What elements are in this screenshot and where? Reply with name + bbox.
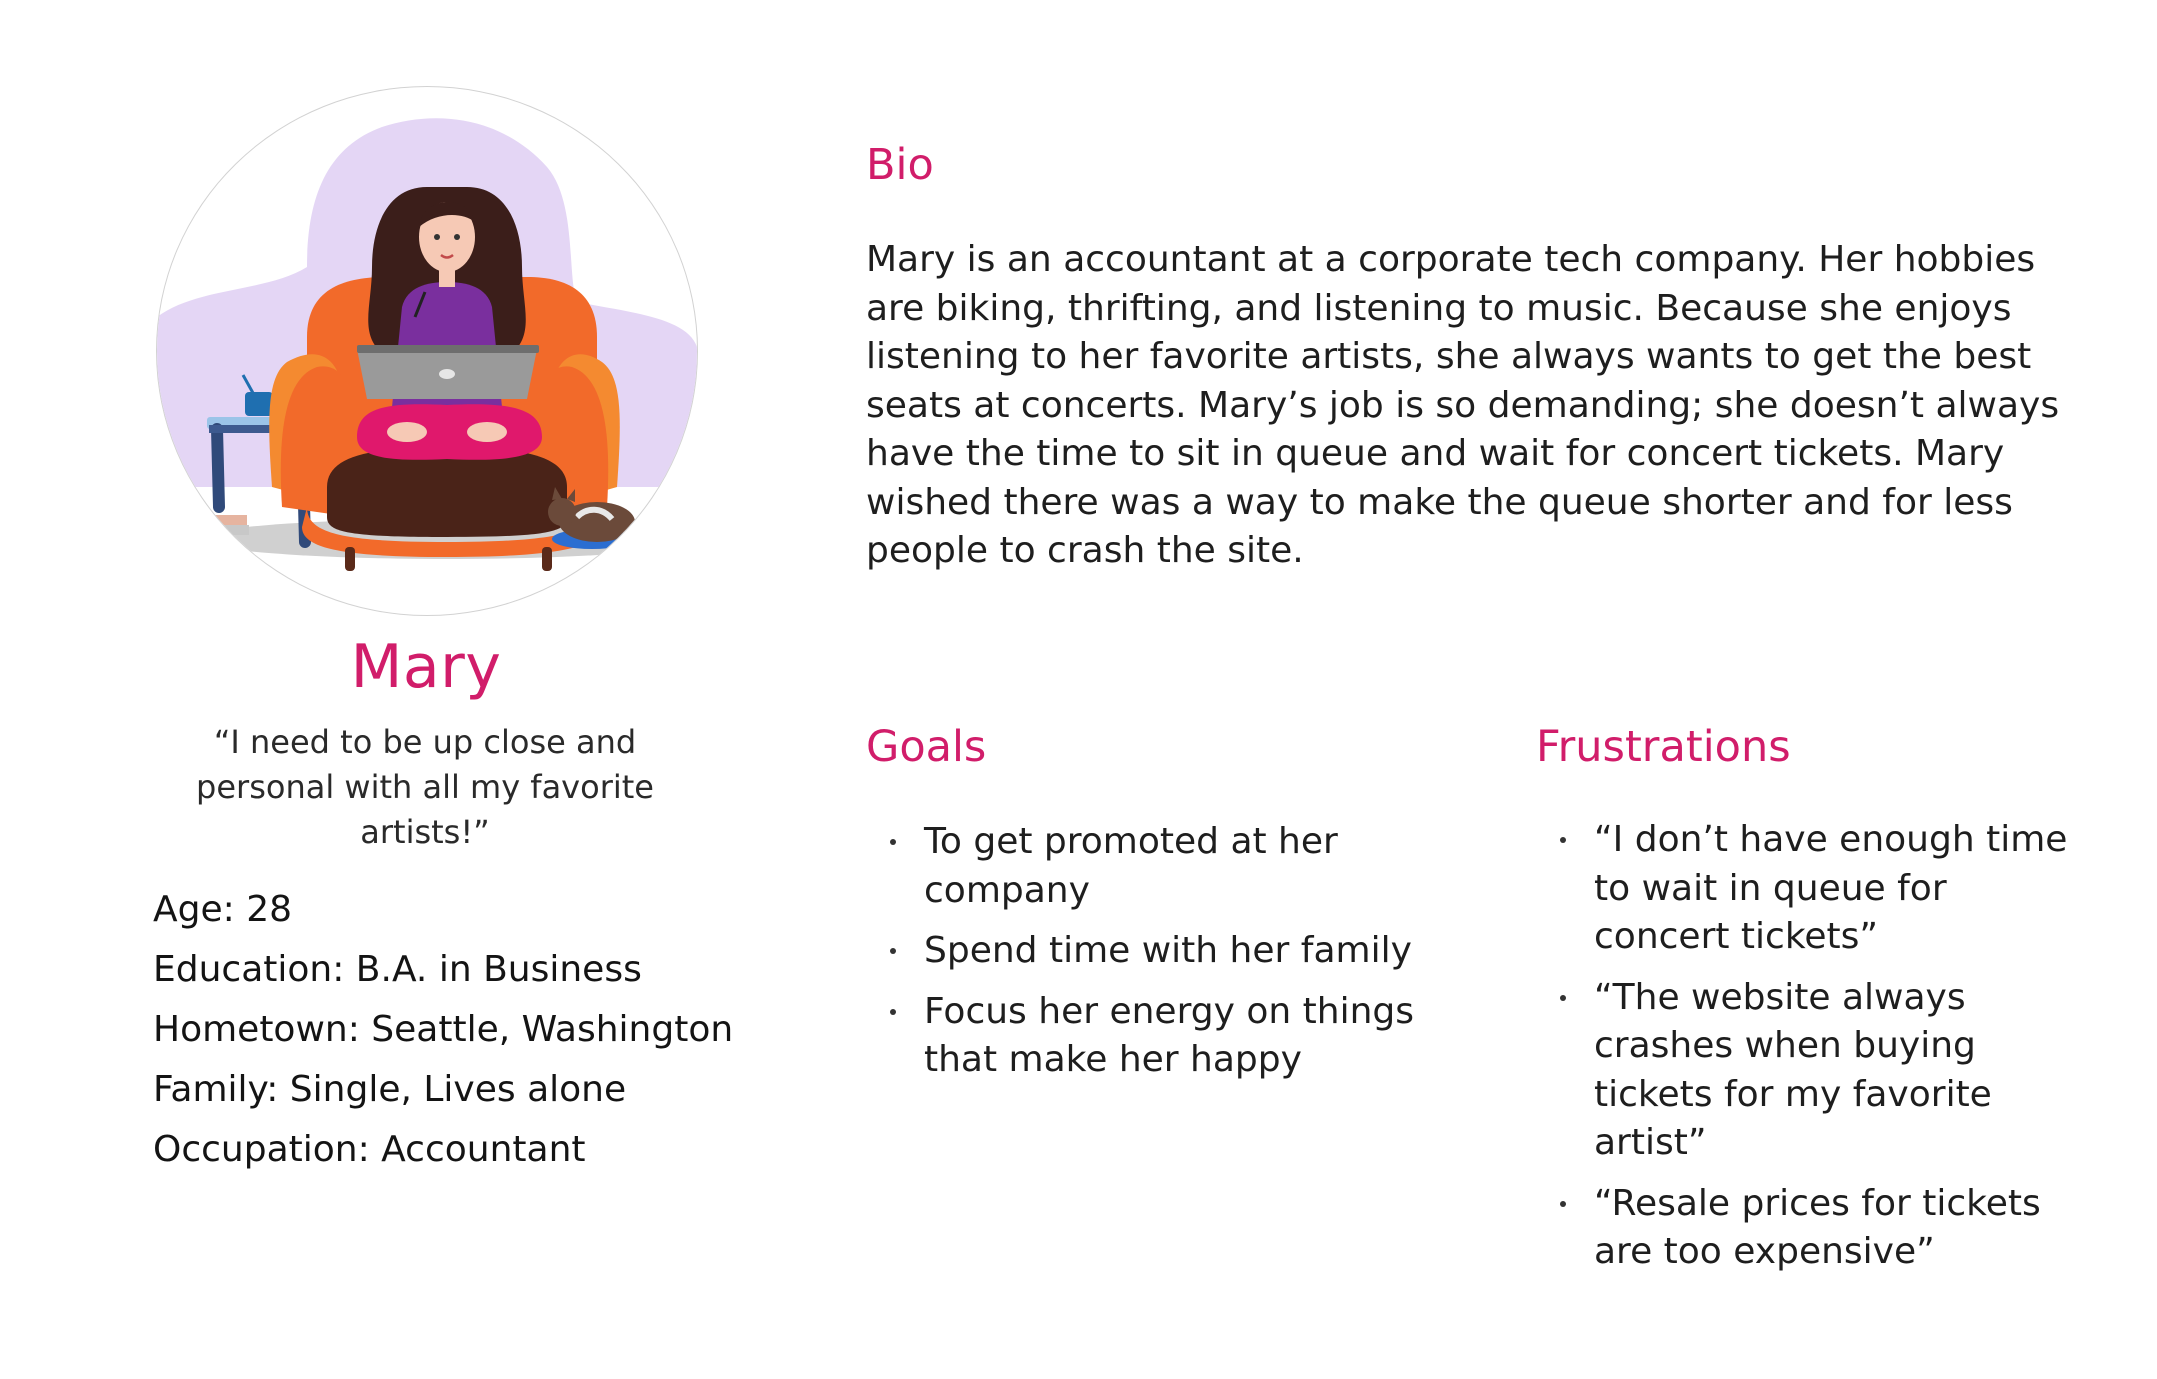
goals-list <box>890 818 1450 1097</box>
goals-heading: Goals <box>866 722 987 772</box>
goal-text: Spend time with her family <box>924 930 1412 971</box>
laptop-icon <box>357 345 539 399</box>
fact-hometown: Hometown: Seattle, Washington <box>153 1009 734 1050</box>
woman-figure-icon <box>357 187 542 460</box>
frustrations-list <box>1560 816 2080 1289</box>
bullet-dot-icon <box>1560 1201 1566 1207</box>
bullet-dot-icon <box>1560 995 1566 1001</box>
fact-age: Age: 28 <box>153 889 293 930</box>
persona-name: Mary <box>350 632 502 702</box>
frustration-item <box>1560 816 2080 962</box>
persona-facts-list <box>153 880 733 1180</box>
goal-text: To get promoted at her company <box>924 821 1338 911</box>
fact-family: Family: Single, Lives alone <box>153 1069 627 1110</box>
persona-illustration <box>157 87 697 615</box>
goal-text: Focus her energy on things that make her happy <box>924 990 1414 1080</box>
persona-quote: “I need to be up close and personal with all my favorite artists!” <box>196 723 654 851</box>
goal-item <box>890 988 1450 1085</box>
frustrations-heading: Frustrations <box>1536 722 1791 772</box>
bio-text: Mary is an accountant at a corporate tech company. Her hobbies are biking, thrifting, and listening to music. Because she enjoys listening to her favorite artists, she always wants to get the best seats at concerts. Mary’s job is so demanding; she doesn’t always have the time to sit in queue and wait for concert tickets. Mary wished there was a way to make the queue shorter and for less people to crash the site. <box>866 239 2060 571</box>
goal-item <box>890 927 1450 976</box>
frustration-item <box>1560 1180 2080 1277</box>
fact-education: Education: B.A. in Business <box>153 949 642 990</box>
frustration-text: “I don’t have enough time to wait in queue for concert tickets” <box>1594 819 2068 957</box>
persona-avatar <box>156 86 698 616</box>
bullet-dot-icon <box>890 948 896 954</box>
bullet-dot-icon <box>890 1009 896 1015</box>
frustration-text: “Resale prices for tickets are too expensive” <box>1594 1182 2041 1272</box>
frustration-text: “The website always crashes when buying tickets for my favorite artist” <box>1594 976 1992 1163</box>
bio-heading: Bio <box>866 140 934 190</box>
fact-occupation: Occupation: Accountant <box>153 1129 586 1170</box>
bullet-dot-icon <box>890 839 896 845</box>
frustration-item <box>1560 974 2080 1168</box>
bullet-dot-icon <box>1560 837 1566 843</box>
goal-item <box>890 818 1450 915</box>
